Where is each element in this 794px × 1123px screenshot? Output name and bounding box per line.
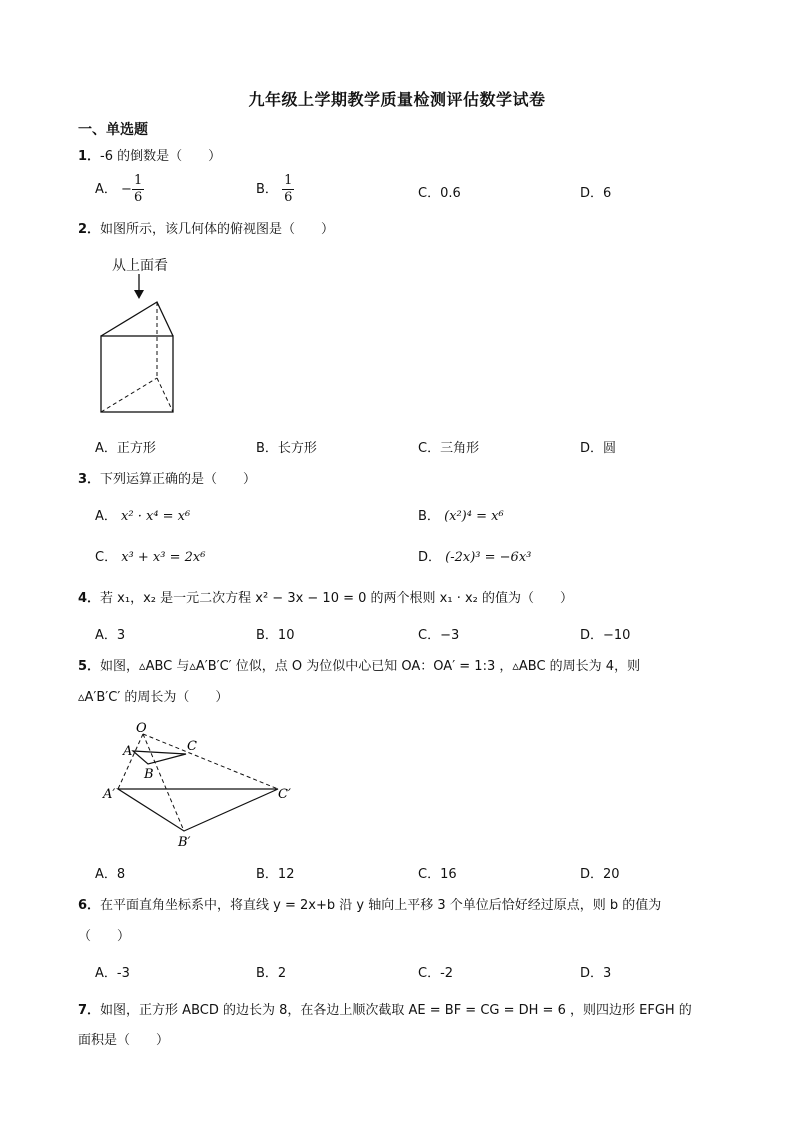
q2-option-a[interactable]: A．正方形 — [95, 441, 156, 456]
question-number: 7． — [78, 1003, 101, 1018]
question-7 — [78, 999, 692, 1018]
option-label: A． — [95, 182, 117, 197]
prism-top-edges — [101, 302, 173, 336]
q5-option-b[interactable]: B．12 — [256, 867, 295, 882]
minus-sign: − — [121, 182, 132, 197]
numerator: 1 — [133, 173, 143, 188]
q4-option-d[interactable]: D．−10 — [580, 628, 631, 643]
question-text: 如图，正方形 ABCD 的边长为 8，在各边上顺次截取 AE = BF = CG = DH = 6 ，则四边形 EFGH 的 — [100, 1003, 692, 1018]
label-a: A — [123, 744, 133, 759]
hidden-edge-left — [101, 378, 157, 412]
question-text: 下列运算正确的是（ ） — [100, 472, 257, 487]
question-2 — [78, 218, 334, 237]
option-label: D． — [580, 186, 604, 201]
q3-option-b[interactable] — [418, 505, 504, 524]
q3-option-d[interactable] — [418, 546, 531, 565]
q6-option-d[interactable]: D．3 — [580, 966, 612, 981]
q6-option-b[interactable]: B．2 — [256, 966, 287, 981]
question-3 — [78, 468, 256, 487]
label-o: O — [136, 721, 147, 736]
q5-option-a[interactable]: A．8 — [95, 867, 126, 882]
expression: x² · x⁴ = x⁶ — [121, 509, 191, 524]
option-label: A． — [95, 509, 117, 524]
expression: (x²)⁴ = x⁶ — [444, 509, 504, 524]
triangle-abc — [133, 751, 186, 764]
q4-option-c[interactable]: C．−3 — [418, 628, 460, 643]
hidden-edge-right — [157, 378, 173, 412]
denominator: 6 — [133, 190, 143, 205]
prism-figure — [90, 272, 200, 420]
q3-option-c[interactable] — [95, 546, 205, 565]
option-label: D． — [418, 550, 442, 565]
question-number: 6． — [78, 898, 101, 913]
similar-triangles-figure — [98, 716, 298, 852]
option-label: C． — [95, 550, 118, 565]
arrow-head — [134, 290, 144, 299]
question-1 — [78, 145, 221, 164]
q1-option-c[interactable] — [418, 182, 461, 201]
question-text: 如图所示，该几何体的俯视图是（ ） — [100, 222, 335, 237]
option-label: B． — [256, 182, 278, 197]
q2-option-c[interactable]: C．三角形 — [418, 441, 480, 456]
fraction — [282, 173, 294, 206]
question-text: -6 的倒数是（ ） — [100, 149, 222, 164]
question-6-line2: （ ） — [78, 929, 131, 944]
question-4 — [78, 587, 573, 606]
label-c: C — [187, 739, 197, 754]
q4-option-b[interactable]: B．10 — [256, 628, 295, 643]
q6-option-c[interactable]: C．-2 — [418, 966, 454, 981]
label-b-prime: B′ — [178, 835, 191, 850]
section-heading: 一、单选题 — [78, 122, 148, 138]
question-7-line2: 面积是（ ） — [78, 1033, 170, 1048]
question-number: 1． — [78, 149, 101, 164]
prism-front-face — [101, 336, 173, 412]
page-title: 九年级上学期教学质量检测评估数学试卷 — [248, 90, 546, 109]
question-number: 4． — [78, 591, 101, 606]
option-value: 0.6 — [440, 186, 461, 201]
option-value: 6 — [603, 186, 612, 201]
q2-option-d[interactable]: D．圆 — [580, 441, 617, 456]
option-label: B． — [418, 509, 440, 524]
expression: (-2x)³ = −6x³ — [445, 550, 532, 565]
label-c-prime: C′ — [278, 787, 291, 802]
question-5-line2: ▵A′B′C′ 的周长为（ ） — [78, 690, 229, 705]
question-6 — [78, 894, 661, 913]
question-number: 5． — [78, 659, 101, 674]
q2-option-b[interactable]: B．长方形 — [256, 441, 317, 456]
question-text: 在平面直角坐标系中，将直线 y = 2x+b 沿 y 轴向上平移 3 个单位后恰好经过原点，则 b 的值为 — [100, 898, 662, 913]
figure-label: 从上面看 — [112, 258, 168, 274]
denominator: 6 — [284, 190, 293, 205]
q1-option-b[interactable] — [256, 173, 294, 206]
expression: x³ + x³ = 2x⁶ — [121, 550, 206, 565]
q5-option-d[interactable]: D．20 — [580, 867, 620, 882]
q6-option-a[interactable]: A．-3 — [95, 966, 130, 981]
q1-option-a[interactable] — [95, 173, 144, 206]
fraction — [132, 173, 144, 206]
q5-option-c[interactable]: C．16 — [418, 867, 457, 882]
label-a-prime: A′ — [103, 787, 116, 802]
option-label: C． — [418, 186, 441, 201]
question-number: 2． — [78, 222, 101, 237]
q1-option-d[interactable] — [580, 182, 611, 201]
numerator: 1 — [284, 173, 293, 188]
question-text: 如图，▵ABC 与▵A′B′C′ 位似，点 O 为位似中心已知 OA：OA′ = 1:3 ，▵ABC 的周长为 4，则 — [100, 659, 641, 674]
ray-o-a1 — [118, 734, 143, 789]
q3-option-a[interactable] — [95, 505, 190, 524]
question-number: 3． — [78, 472, 101, 487]
label-b: B — [144, 767, 154, 782]
question-5 — [78, 655, 640, 674]
question-text: 若 x₁，x₂ 是一元二次方程 x² − 3x − 10 = 0 的两个根则 x₁ · x₂ 的值为（ ） — [100, 591, 574, 606]
triangle-a1b1c1 — [118, 789, 278, 831]
q4-option-a[interactable]: A．3 — [95, 628, 126, 643]
